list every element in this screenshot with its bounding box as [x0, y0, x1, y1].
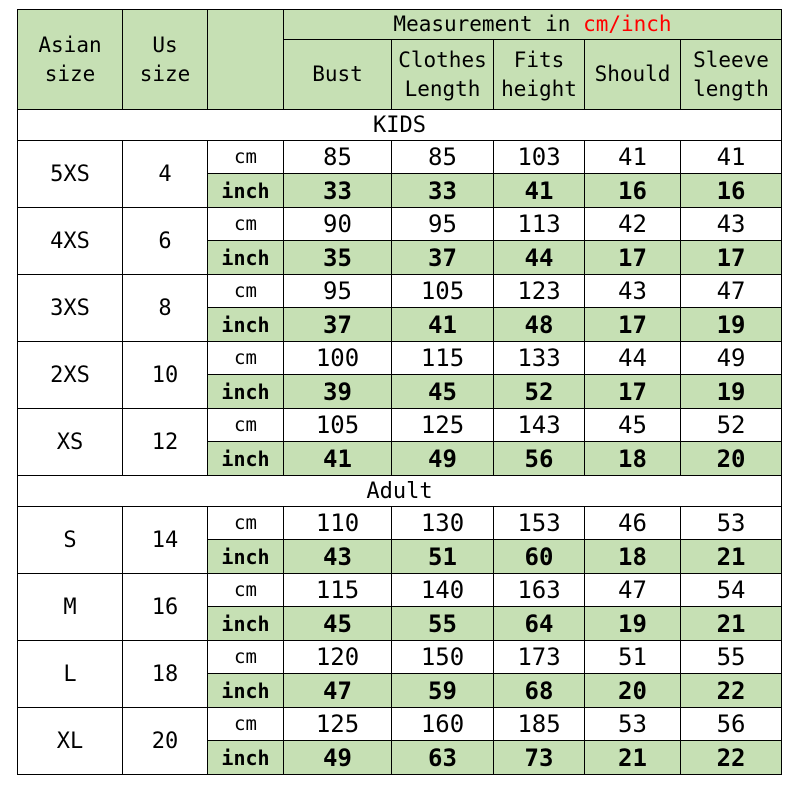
- fits-height-cm-cell: 113: [494, 208, 585, 241]
- bust-cm-cell: 110: [284, 507, 392, 540]
- clothes-length-cm-cell: 115: [392, 342, 494, 375]
- unit-label-cm: cm: [208, 409, 284, 442]
- section-title: KIDS: [18, 110, 782, 141]
- unit-label-cm: cm: [208, 141, 284, 174]
- us-size-header: Us size: [123, 10, 208, 110]
- should-cm-cell: 47: [585, 574, 681, 607]
- fits-height-cm-cell: 123: [494, 275, 585, 308]
- clothes-length-inch-cell: 41: [392, 308, 494, 342]
- clothes-length-inch-cell: 37: [392, 241, 494, 275]
- sleeve-length-inch-cell: 21: [681, 540, 782, 574]
- sleeve-length-inch-cell: 22: [681, 674, 782, 708]
- table-row-cm: [18, 574, 782, 607]
- asian-size-cell: 4XS: [18, 208, 123, 275]
- fits-height-cm-cell: 143: [494, 409, 585, 442]
- column-header-bust: Bust: [284, 40, 392, 110]
- unit-label-cm: cm: [208, 641, 284, 674]
- fits-height-inch-cell: 56: [494, 442, 585, 476]
- clothes-length-inch-cell: 49: [392, 442, 494, 476]
- should-inch-cell: 16: [585, 174, 681, 208]
- bust-cm-cell: 105: [284, 409, 392, 442]
- should-inch-cell: 21: [585, 741, 681, 775]
- table-row-cm: [18, 275, 782, 308]
- bust-cm-cell: 95: [284, 275, 392, 308]
- should-inch-cell: 19: [585, 607, 681, 641]
- clothes-length-cm-cell: 95: [392, 208, 494, 241]
- clothes-length-inch-cell: 33: [392, 174, 494, 208]
- measurement-unit: cm/inch: [583, 12, 672, 36]
- sleeve-length-cm-cell: 56: [681, 708, 782, 741]
- bust-cm-cell: 115: [284, 574, 392, 607]
- measurement-header: [284, 10, 782, 40]
- clothes-length-inch-cell: 55: [392, 607, 494, 641]
- bust-inch-cell: 35: [284, 241, 392, 275]
- us-size-cell: 6: [123, 208, 208, 275]
- section-row: [18, 110, 782, 141]
- sleeve-length-cm-cell: 49: [681, 342, 782, 375]
- bust-inch-cell: 41: [284, 442, 392, 476]
- us-size-cell: 18: [123, 641, 208, 708]
- bust-inch-cell: 39: [284, 375, 392, 409]
- us-size-cell: 16: [123, 574, 208, 641]
- table-row-cm: [18, 708, 782, 741]
- should-cm-cell: 43: [585, 275, 681, 308]
- us-size-cell: 8: [123, 275, 208, 342]
- asian-size-header: Asian size: [18, 10, 123, 110]
- unit-label-cm: cm: [208, 342, 284, 375]
- column-header-sleeve-length: Sleeve length: [681, 40, 782, 110]
- should-cm-cell: 44: [585, 342, 681, 375]
- unit-label-cm: cm: [208, 574, 284, 607]
- unit-label-inch: inch: [208, 540, 284, 574]
- should-cm-cell: 53: [585, 708, 681, 741]
- fits-height-cm-cell: 185: [494, 708, 585, 741]
- unit-label-inch: inch: [208, 674, 284, 708]
- should-cm-cell: 42: [585, 208, 681, 241]
- table-row-cm: [18, 409, 782, 442]
- unit-label-cm: cm: [208, 507, 284, 540]
- sleeve-length-inch-cell: 17: [681, 241, 782, 275]
- unit-label-cm: cm: [208, 208, 284, 241]
- asian-size-cell: XL: [18, 708, 123, 775]
- clothes-length-cm-cell: 105: [392, 275, 494, 308]
- column-header-should: Should: [585, 40, 681, 110]
- asian-size-cell: 3XS: [18, 275, 123, 342]
- bust-cm-cell: 125: [284, 708, 392, 741]
- should-inch-cell: 17: [585, 375, 681, 409]
- asian-size-cell: XS: [18, 409, 123, 476]
- unit-label-inch: inch: [208, 308, 284, 342]
- sleeve-length-cm-cell: 41: [681, 141, 782, 174]
- unit-label-inch: inch: [208, 174, 284, 208]
- clothes-length-cm-cell: 125: [392, 409, 494, 442]
- sleeve-length-inch-cell: 16: [681, 174, 782, 208]
- unit-label-inch: inch: [208, 442, 284, 476]
- should-inch-cell: 18: [585, 442, 681, 476]
- unit-label-inch: inch: [208, 607, 284, 641]
- clothes-length-cm-cell: 140: [392, 574, 494, 607]
- fits-height-inch-cell: 41: [494, 174, 585, 208]
- column-header-clothes-length: Clothes Length: [392, 40, 494, 110]
- measurement-prefix: Measurement in: [393, 12, 584, 36]
- sleeve-length-inch-cell: 22: [681, 741, 782, 775]
- fits-height-cm-cell: 173: [494, 641, 585, 674]
- sleeve-length-cm-cell: 52: [681, 409, 782, 442]
- should-cm-cell: 41: [585, 141, 681, 174]
- fits-height-inch-cell: 73: [494, 741, 585, 775]
- asian-size-cell: 2XS: [18, 342, 123, 409]
- us-size-cell: 20: [123, 708, 208, 775]
- table-row-cm: [18, 641, 782, 674]
- size-chart-table: [17, 9, 782, 775]
- sleeve-length-cm-cell: 43: [681, 208, 782, 241]
- clothes-length-inch-cell: 45: [392, 375, 494, 409]
- clothes-length-cm-cell: 150: [392, 641, 494, 674]
- should-inch-cell: 17: [585, 308, 681, 342]
- fits-height-inch-cell: 44: [494, 241, 585, 275]
- column-header-fits-height: Fits height: [494, 40, 585, 110]
- fits-height-inch-cell: 64: [494, 607, 585, 641]
- clothes-length-cm-cell: 85: [392, 141, 494, 174]
- bust-inch-cell: 47: [284, 674, 392, 708]
- table-row-cm: [18, 208, 782, 241]
- bust-cm-cell: 100: [284, 342, 392, 375]
- table-row-cm: [18, 507, 782, 540]
- sleeve-length-inch-cell: 20: [681, 442, 782, 476]
- bust-cm-cell: 85: [284, 141, 392, 174]
- fits-height-inch-cell: 52: [494, 375, 585, 409]
- sleeve-length-inch-cell: 19: [681, 308, 782, 342]
- us-size-cell: 10: [123, 342, 208, 409]
- bust-cm-cell: 90: [284, 208, 392, 241]
- sleeve-length-cm-cell: 53: [681, 507, 782, 540]
- fits-height-inch-cell: 60: [494, 540, 585, 574]
- asian-size-cell: M: [18, 574, 123, 641]
- unit-label-cm: cm: [208, 708, 284, 741]
- should-cm-cell: 51: [585, 641, 681, 674]
- unit-label-cm: cm: [208, 275, 284, 308]
- bust-cm-cell: 120: [284, 641, 392, 674]
- unit-header: [208, 10, 284, 110]
- table-row-cm: [18, 141, 782, 174]
- section-title: Adult: [18, 476, 782, 507]
- bust-inch-cell: 33: [284, 174, 392, 208]
- should-cm-cell: 46: [585, 507, 681, 540]
- us-size-cell: 14: [123, 507, 208, 574]
- clothes-length-inch-cell: 59: [392, 674, 494, 708]
- clothes-length-inch-cell: 63: [392, 741, 494, 775]
- clothes-length-cm-cell: 130: [392, 507, 494, 540]
- bust-inch-cell: 49: [284, 741, 392, 775]
- table-row-cm: [18, 342, 782, 375]
- sleeve-length-inch-cell: 19: [681, 375, 782, 409]
- us-size-cell: 12: [123, 409, 208, 476]
- sleeve-length-cm-cell: 55: [681, 641, 782, 674]
- fits-height-cm-cell: 163: [494, 574, 585, 607]
- section-row: [18, 476, 782, 507]
- us-size-cell: 4: [123, 141, 208, 208]
- fits-height-inch-cell: 68: [494, 674, 585, 708]
- asian-size-cell: 5XS: [18, 141, 123, 208]
- clothes-length-inch-cell: 51: [392, 540, 494, 574]
- clothes-length-cm-cell: 160: [392, 708, 494, 741]
- should-inch-cell: 18: [585, 540, 681, 574]
- should-inch-cell: 20: [585, 674, 681, 708]
- bust-inch-cell: 37: [284, 308, 392, 342]
- unit-label-inch: inch: [208, 741, 284, 775]
- should-inch-cell: 17: [585, 241, 681, 275]
- sleeve-length-inch-cell: 21: [681, 607, 782, 641]
- bust-inch-cell: 43: [284, 540, 392, 574]
- asian-size-cell: L: [18, 641, 123, 708]
- unit-label-inch: inch: [208, 375, 284, 409]
- asian-size-cell: S: [18, 507, 123, 574]
- bust-inch-cell: 45: [284, 607, 392, 641]
- fits-height-cm-cell: 153: [494, 507, 585, 540]
- sleeve-length-cm-cell: 54: [681, 574, 782, 607]
- sleeve-length-cm-cell: 47: [681, 275, 782, 308]
- fits-height-cm-cell: 103: [494, 141, 585, 174]
- should-cm-cell: 45: [585, 409, 681, 442]
- unit-label-inch: inch: [208, 241, 284, 275]
- fits-height-inch-cell: 48: [494, 308, 585, 342]
- fits-height-cm-cell: 133: [494, 342, 585, 375]
